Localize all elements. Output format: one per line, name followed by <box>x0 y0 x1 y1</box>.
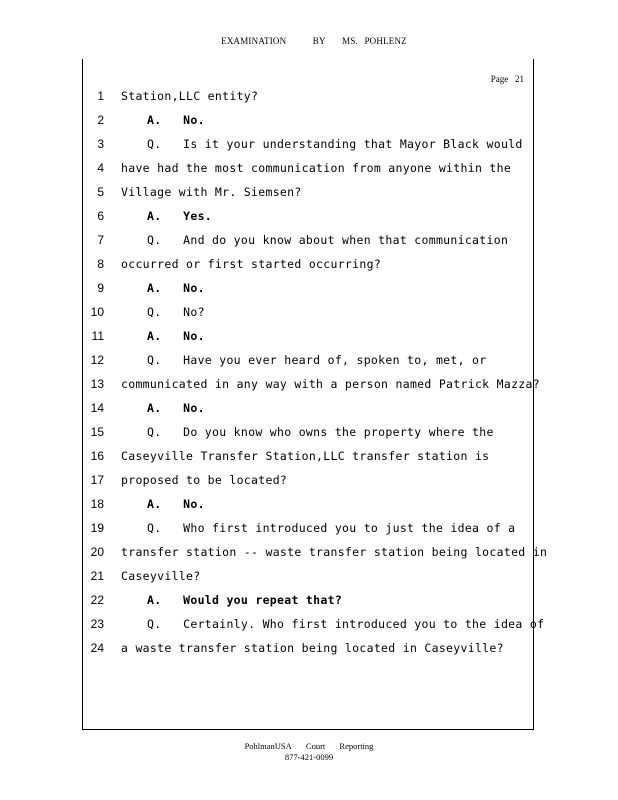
line-text: Q. Have you ever heard of, spoken to, met, or <box>147 353 487 367</box>
transcript-line <box>0 300 618 324</box>
line-number: 14 <box>90 401 104 415</box>
transcript-line <box>0 348 618 372</box>
line-text: proposed to be located? <box>121 473 288 487</box>
transcript-line <box>0 492 618 516</box>
line-text: Station,LLC entity? <box>121 89 259 103</box>
transcript-line <box>0 444 618 468</box>
footer-company-2: Court <box>305 741 326 751</box>
transcript-line <box>0 540 618 564</box>
line-number: 2 <box>97 113 104 127</box>
line-number: 12 <box>90 353 104 367</box>
header-examination: EXAMINATION <box>221 36 287 46</box>
line-text: transfer station -- waste transfer station being located in <box>121 545 548 559</box>
line-text: A. No. <box>147 497 205 511</box>
transcript-line <box>0 228 618 252</box>
transcript-line <box>0 276 618 300</box>
line-number: 11 <box>91 329 104 343</box>
header-name: POHLENZ <box>364 36 407 46</box>
transcript-line <box>0 420 618 444</box>
line-text: A. Yes. <box>147 209 213 223</box>
line-text: A. No. <box>147 113 205 127</box>
transcript-line <box>0 156 618 180</box>
transcript-line <box>0 132 618 156</box>
line-number: 4 <box>97 161 104 175</box>
line-number: 8 <box>97 257 104 271</box>
line-text: Q. No? <box>147 305 205 319</box>
transcript-line <box>0 324 618 348</box>
transcript-line <box>0 612 618 636</box>
footer-company <box>0 741 618 752</box>
line-text: A. Would you repeat that? <box>147 593 343 607</box>
line-text: A. No. <box>147 329 205 343</box>
line-text: Village with Mr. Siemsen? <box>121 185 302 199</box>
line-text: Q. Do you know who owns the property where the <box>147 425 494 439</box>
line-text: Q. And do you know about when that communication <box>147 233 509 247</box>
line-number: 21 <box>90 569 104 583</box>
line-text: Q. Is it your understanding that Mayor Black would <box>147 137 523 151</box>
line-text: occurred or first started occurring? <box>121 257 382 271</box>
line-text: Caseyville Transfer Station,LLC transfer station is <box>121 449 490 463</box>
header-ms: MS. <box>342 36 358 46</box>
line-number: 10 <box>90 305 104 319</box>
header-by: BY <box>312 36 326 46</box>
page-label: Page <box>490 74 509 84</box>
line-number: 6 <box>97 209 104 223</box>
page-number-value: 21 <box>515 74 524 84</box>
line-number: 3 <box>97 137 104 151</box>
line-number: 20 <box>90 545 104 559</box>
transcript-line <box>0 252 618 276</box>
line-number: 23 <box>90 617 104 631</box>
line-text: Q. Who first introduced you to just the idea of a <box>147 521 516 535</box>
transcript-line <box>0 396 618 420</box>
line-number: 13 <box>90 377 104 391</box>
line-number: 7 <box>97 233 104 247</box>
transcript-line <box>0 588 618 612</box>
line-number: 9 <box>97 281 104 295</box>
transcript-line <box>0 468 618 492</box>
line-number: 1 <box>97 89 104 103</box>
line-text: have had the most communication from anyone within the <box>121 161 512 175</box>
line-number: 22 <box>90 593 104 607</box>
transcript-line <box>0 204 618 228</box>
transcript-line <box>0 180 618 204</box>
page-header <box>0 36 618 46</box>
line-number: 16 <box>90 449 104 463</box>
footer-company-3: Reporting <box>339 741 374 751</box>
footer-phone: 877-421-0099 <box>284 752 334 762</box>
line-number: 19 <box>90 521 104 535</box>
line-number: 17 <box>90 473 104 487</box>
line-number: 15 <box>90 425 104 439</box>
line-text: Caseyville? <box>121 569 201 583</box>
transcript-line <box>0 84 618 108</box>
line-number: 24 <box>90 641 104 655</box>
footer-company-1: PohlmanUSA <box>244 741 292 751</box>
line-text: a waste transfer station being located in Caseyville? <box>121 641 504 655</box>
line-text: Q. Certainly. Who first introduced you to the idea of <box>147 617 545 631</box>
transcript-line <box>0 636 618 660</box>
page-number <box>491 74 524 84</box>
line-number: 18 <box>90 497 104 511</box>
line-text: communicated in any way with a person named Patrick Mazza? <box>121 377 540 391</box>
line-number: 5 <box>97 185 104 199</box>
page-footer <box>0 741 618 763</box>
transcript-line <box>0 564 618 588</box>
line-text: A. No. <box>147 281 205 295</box>
line-text: A. No. <box>147 401 205 415</box>
transcript-line <box>0 108 618 132</box>
transcript-line <box>0 516 618 540</box>
transcript-line <box>0 372 618 396</box>
